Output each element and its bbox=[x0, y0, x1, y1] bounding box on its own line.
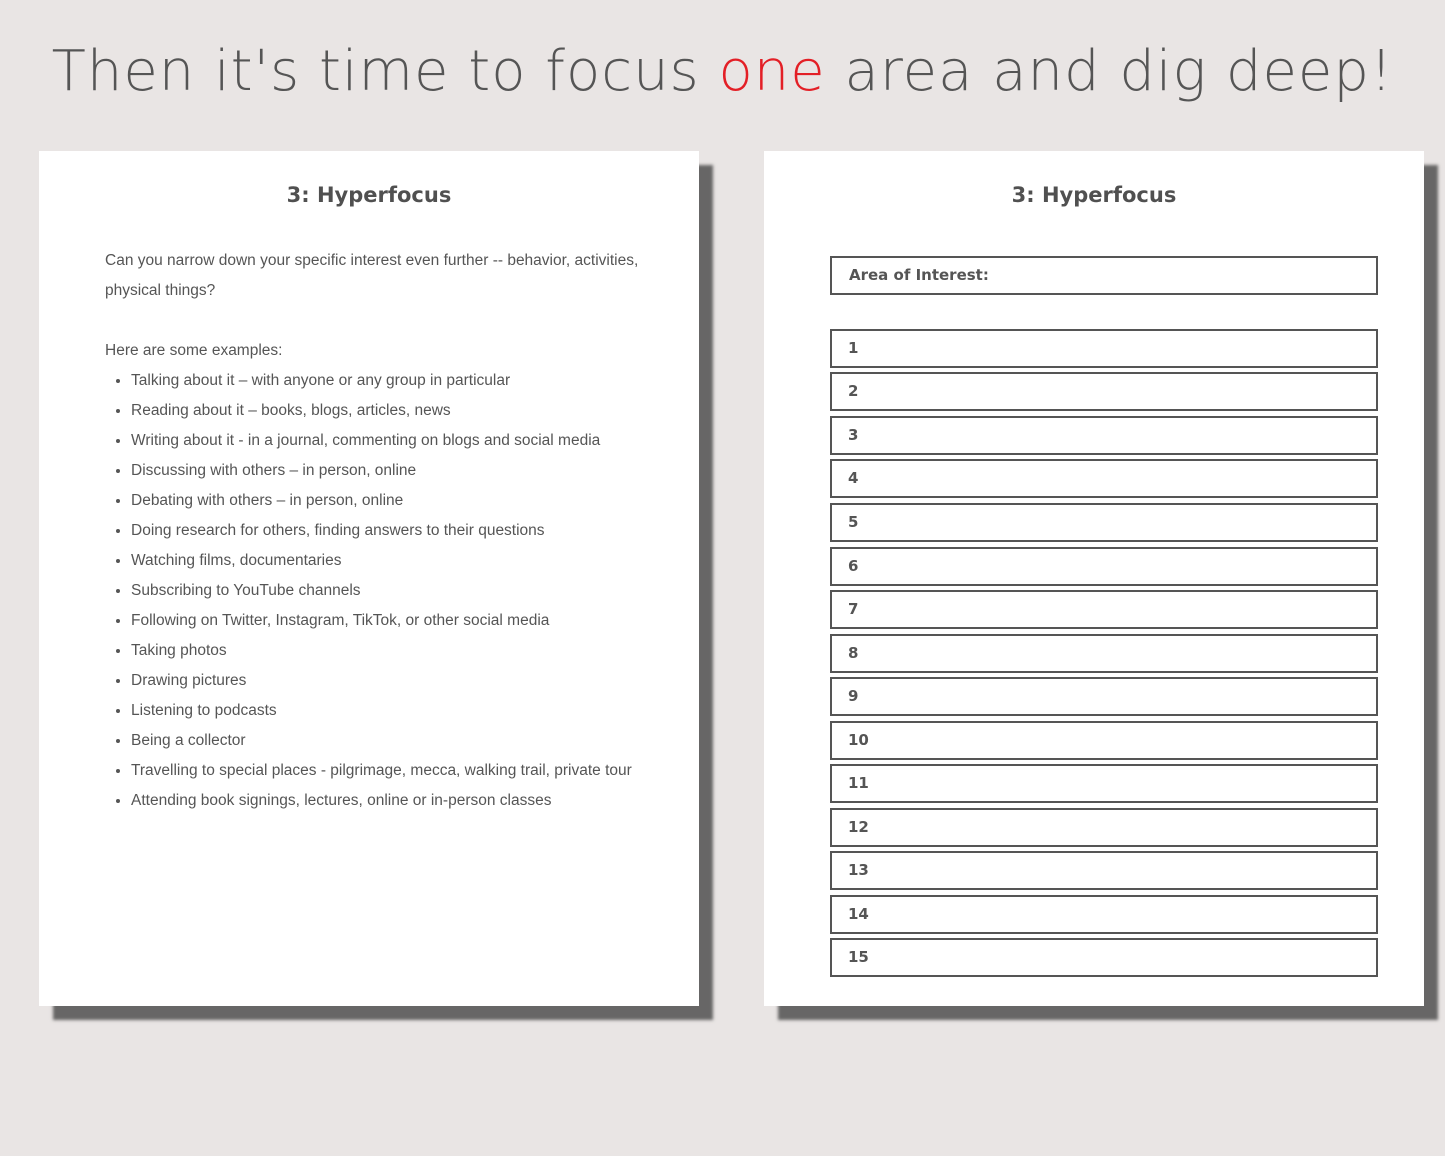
row-number: 6 bbox=[848, 557, 859, 575]
entry-row-4[interactable] bbox=[830, 459, 1378, 498]
example-item: • Debating with others – in person, online bbox=[131, 486, 645, 516]
entry-row-12[interactable] bbox=[830, 808, 1378, 847]
example-item: • Following on Twitter, Instagram, TikTok, or other social media bbox=[131, 606, 645, 636]
right-page-title: 3: Hyperfocus bbox=[1011, 183, 1177, 207]
entry-row-10[interactable] bbox=[830, 721, 1378, 760]
example-item: • Travelling to special places - pilgrimage, mecca, walking trail, private tour bbox=[131, 756, 645, 786]
row-number: 15 bbox=[848, 948, 869, 966]
left-page bbox=[39, 151, 699, 1006]
entry-row-8[interactable] bbox=[830, 634, 1378, 673]
example-item: • Talking about it – with anyone or any group in particular bbox=[131, 366, 645, 396]
row-number: 13 bbox=[848, 861, 869, 879]
examples-list bbox=[105, 366, 645, 816]
entry-row-5[interactable] bbox=[830, 503, 1378, 542]
example-item: • Being a collector bbox=[131, 726, 645, 756]
row-number: 1 bbox=[848, 339, 859, 357]
row-number: 2 bbox=[848, 382, 859, 400]
area-of-interest-field[interactable] bbox=[830, 256, 1378, 295]
entry-row-15[interactable] bbox=[830, 938, 1378, 977]
left-page-title: 3: Hyperfocus bbox=[286, 183, 452, 207]
example-item: • Watching films, documentaries bbox=[131, 546, 645, 576]
intro-text: Can you narrow down your specific interest even further -- behavior, activities, physical things? bbox=[105, 252, 639, 299]
entry-row-7[interactable] bbox=[830, 590, 1378, 629]
row-number: 4 bbox=[848, 469, 859, 487]
row-number: 10 bbox=[848, 731, 869, 749]
examples-lead: Here are some examples: bbox=[105, 342, 283, 359]
right-page bbox=[764, 151, 1424, 1006]
row-number: 7 bbox=[848, 600, 859, 618]
example-item: • Drawing pictures bbox=[131, 666, 645, 696]
example-item: • Listening to podcasts bbox=[131, 696, 645, 726]
entry-row-6[interactable] bbox=[830, 547, 1378, 586]
area-of-interest-label: Area of Interest: bbox=[849, 266, 989, 284]
headline-before: Then it's time to focus bbox=[51, 39, 719, 104]
row-number: 12 bbox=[848, 818, 869, 836]
headline bbox=[0, 36, 1445, 108]
entry-row-14[interactable] bbox=[830, 895, 1378, 934]
entry-row-2[interactable] bbox=[830, 372, 1378, 411]
example-item: • Reading about it – books, blogs, articles, news bbox=[131, 396, 645, 426]
example-item: • Attending book signings, lectures, online or in-person classes bbox=[131, 786, 645, 816]
row-number: 8 bbox=[848, 644, 859, 662]
example-item: • Subscribing to YouTube channels bbox=[131, 576, 645, 606]
entry-row-11[interactable] bbox=[830, 764, 1378, 803]
example-item: • Discussing with others – in person, online bbox=[131, 456, 645, 486]
entry-row-3[interactable] bbox=[830, 416, 1378, 455]
row-number: 3 bbox=[848, 426, 859, 444]
entry-row-9[interactable] bbox=[830, 677, 1378, 716]
row-number: 9 bbox=[848, 687, 859, 705]
headline-after: area and dig deep! bbox=[825, 39, 1394, 104]
row-number: 5 bbox=[848, 513, 859, 531]
entry-row-1[interactable] bbox=[830, 329, 1378, 368]
entry-row-13[interactable] bbox=[830, 851, 1378, 890]
row-number: 14 bbox=[848, 905, 869, 923]
example-item: • Taking photos bbox=[131, 636, 645, 666]
example-item: • Doing research for others, finding answers to their questions bbox=[131, 516, 645, 546]
headline-accent: one bbox=[718, 39, 826, 104]
row-number: 11 bbox=[848, 774, 869, 792]
example-item: • Writing about it - in a journal, commenting on blogs and social media bbox=[131, 426, 645, 456]
